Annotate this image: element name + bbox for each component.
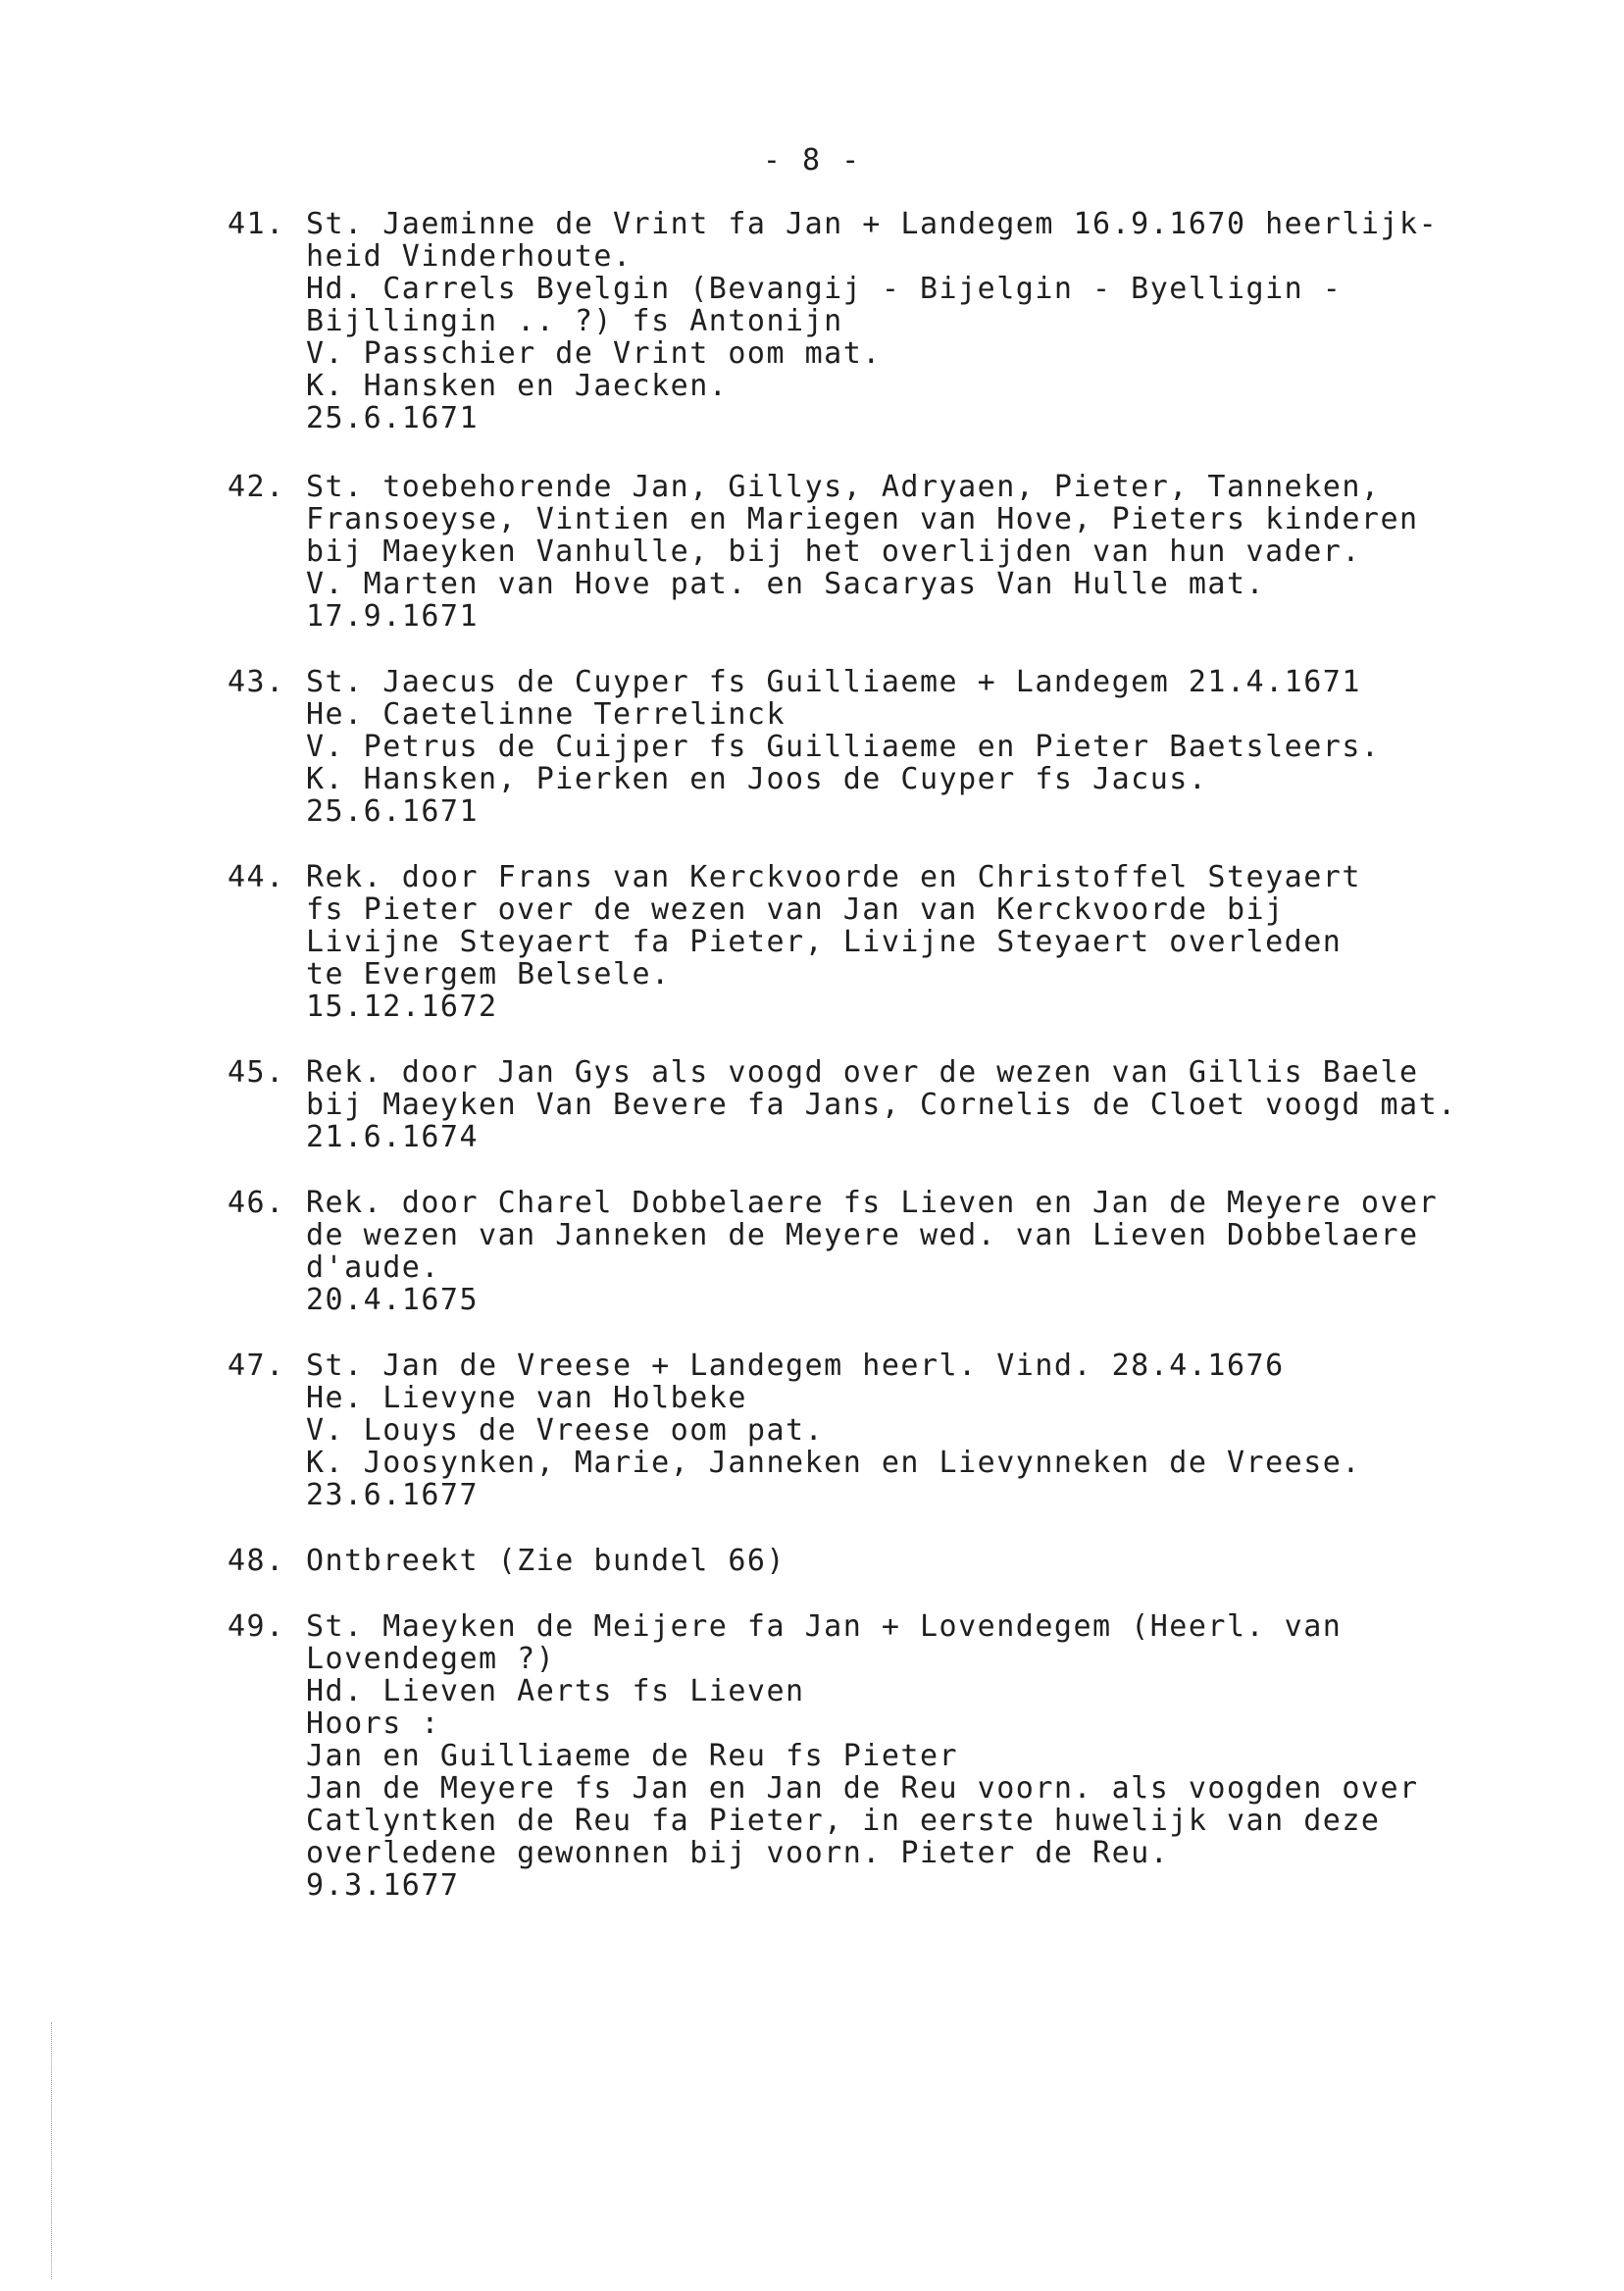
entry-number: 44.	[228, 860, 285, 894]
entry-number: 45.	[228, 1055, 285, 1090]
entry-line: K. Joosynken, Marie, Janneken en Lievynneken de Vreese.	[306, 1446, 1361, 1480]
entry-line: Hd. Lieven Aerts fs Lieven	[306, 1674, 805, 1708]
entry-line: Catlyntken de Reu fa Pieter, in eerste huwelijk van deze	[306, 1804, 1381, 1838]
entry-line: 20.4.1675	[306, 1283, 480, 1317]
entry-line: 23.6.1677	[306, 1478, 480, 1512]
entry-41	[228, 207, 1502, 435]
entry-line: Rek. door Frans van Kerckvoorde en Christoffel Steyaert	[306, 860, 1361, 894]
entry-line: Fransoeyse, Vintien en Mariegen van Hove, Pieters kinderen	[306, 502, 1419, 536]
entry-44	[228, 861, 1502, 1023]
entry-48	[228, 1545, 1502, 1577]
entry-line: Hoors :	[306, 1706, 440, 1741]
entry-43	[228, 666, 1502, 828]
entry-46	[228, 1187, 1502, 1316]
entry-line: 21.6.1674	[306, 1120, 480, 1154]
entry-42	[228, 471, 1502, 633]
entry-line: Jan de Meyere fs Jan en Jan de Reu voorn. als voogden over	[306, 1771, 1419, 1806]
entry-47	[228, 1349, 1502, 1511]
entry-line: 17.9.1671	[306, 599, 480, 634]
entry-line: 25.6.1671	[306, 794, 480, 829]
entry-line: de wezen van Janneken de Meyere wed. van Lieven Dobbelaere	[306, 1218, 1419, 1252]
entry-line: Bijllingin .. ?) fs Antonijn	[306, 304, 843, 338]
entry-list	[228, 208, 1502, 1902]
entry-line: Hd. Carrels Byelgin (Bevangij - Bijelgin - Byelligin -	[306, 272, 1343, 306]
entry-line: fs Pieter over de wezen van Jan van Kerckvoorde bij	[306, 892, 1285, 927]
entry-45	[228, 1056, 1502, 1153]
entry-line: V. Marten van Hove pat. en Sacaryas Van Hulle mat.	[306, 567, 1266, 601]
entry-line: V. Petrus de Cuijper fs Guilliaeme en Pieter Baetsleers.	[306, 730, 1381, 764]
entry-line: St. Jan de Vreese + Landegem heerl. Vind. 28.4.1676	[306, 1349, 1285, 1383]
entry-line: 9.3.1677	[306, 1868, 460, 1903]
entry-line: Ontbreekt (Zie bundel 66)	[306, 1544, 787, 1578]
entry-number: 41.	[228, 207, 285, 241]
entry-line: K. Hansken, Pierken en Joos de Cuyper fs Jacus.	[306, 762, 1208, 796]
entry-line: He. Lievyne van Holbeke	[306, 1381, 747, 1415]
entry-number: 49.	[228, 1609, 285, 1644]
entry-49	[228, 1610, 1502, 1902]
entry-number: 42.	[228, 470, 285, 504]
margin-dotted-rule	[51, 2022, 52, 2279]
entry-number: 46.	[228, 1186, 285, 1220]
entry-line: V. Passchier de Vrint oom mat.	[306, 336, 882, 371]
entry-line: d'aude.	[306, 1250, 440, 1285]
entry-line: St. Jaecus de Cuyper fs Guilliaeme + Landegem 21.4.1671	[306, 665, 1361, 699]
entry-line: St. Jaeminne de Vrint fa Jan + Landegem 16.9.1670 heerlijk-	[306, 207, 1439, 241]
entry-number: 48.	[228, 1544, 285, 1578]
entry-line: bij Maeyken Vanhulle, bij het overlijden van hun vader.	[306, 535, 1361, 569]
entry-line: heid Vinderhoute.	[306, 239, 633, 274]
page-number: - 8 -	[762, 143, 862, 178]
entry-line: te Evergem Belsele.	[306, 957, 671, 992]
entry-line: V. Louys de Vreese oom pat.	[306, 1413, 825, 1448]
entry-line: He. Caetelinne Terrelinck	[306, 697, 787, 732]
entry-line: Livijne Steyaert fa Pieter, Livijne Steyaert overleden	[306, 925, 1343, 959]
entry-line: St. Maeyken de Meijere fa Jan + Lovendegem (Heerl. van	[306, 1609, 1343, 1644]
entry-line: K. Hansken en Jaecken.	[306, 369, 729, 403]
entry-line: Lovendegem ?)	[306, 1642, 556, 1676]
entry-line: Jan en Guilliaeme de Reu fs Pieter	[306, 1739, 959, 1773]
entry-line: 15.12.1672	[306, 990, 498, 1024]
entry-line: Rek. door Jan Gys als voogd over de wezen van Gillis Baele	[306, 1055, 1419, 1090]
entry-number: 43.	[228, 665, 285, 699]
entry-line: Rek. door Charel Dobbelaere fs Lieven en Jan de Meyere over	[306, 1186, 1439, 1220]
entry-line: 25.6.1671	[306, 401, 480, 435]
entry-number: 47.	[228, 1349, 285, 1383]
entry-line: bij Maeyken Van Bevere fa Jans, Cornelis de Cloet voogd mat.	[306, 1088, 1457, 1122]
entry-line: St. toebehorende Jan, Gillys, Adryaen, Pieter, Tanneken,	[306, 470, 1381, 504]
entry-line: overledene gewonnen bij voorn. Pieter de Reu.	[306, 1836, 1170, 1870]
